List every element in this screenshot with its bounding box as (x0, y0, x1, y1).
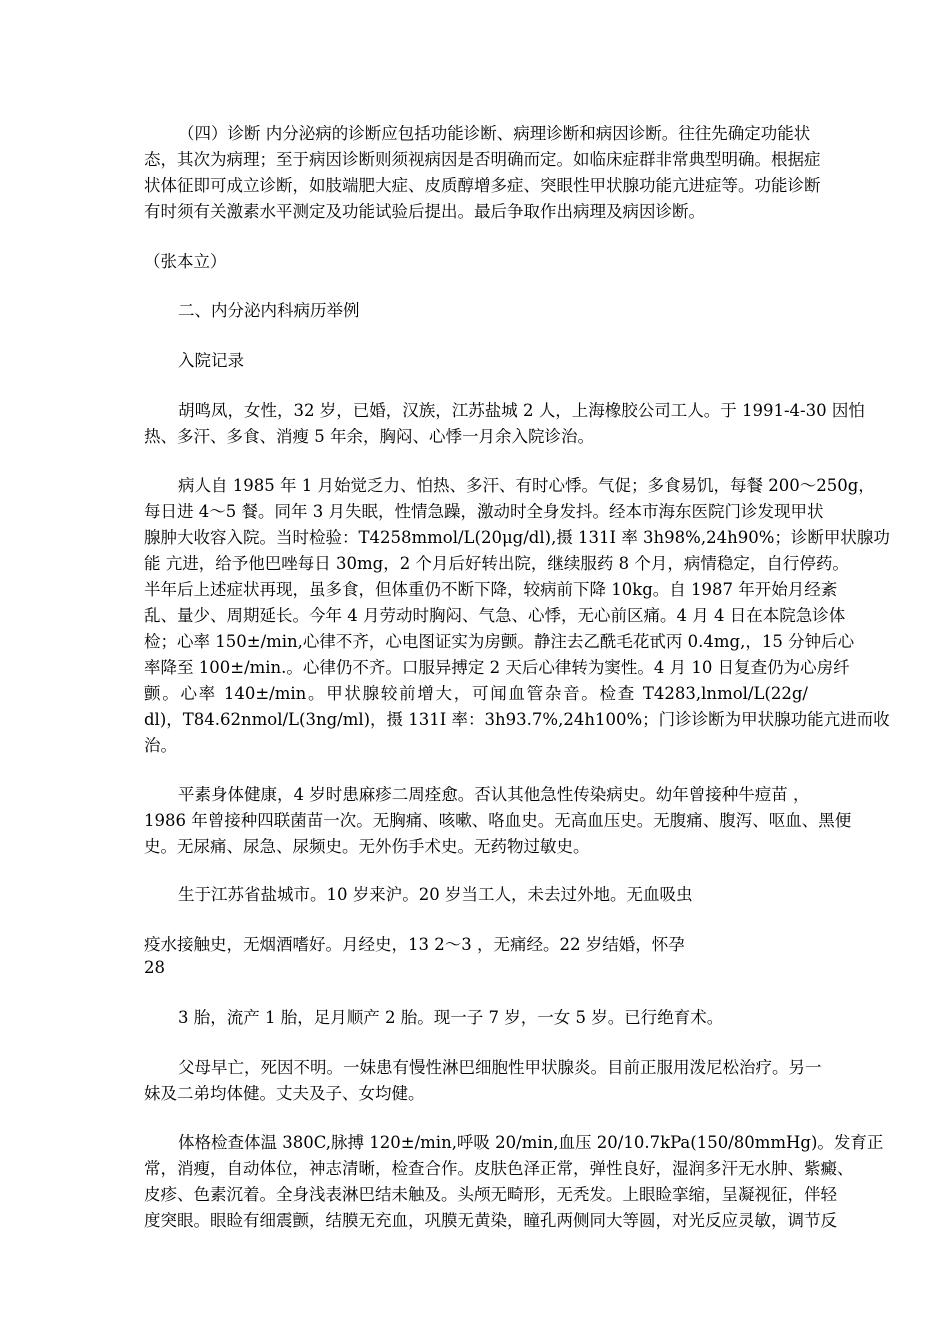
para-past-history-line-3: 史。无尿痛、尿急、尿频史。无外伤手术史。无药物过敏史。 (144, 837, 590, 856)
para-history-line-1: 病人自 1985 年 1 月始觉乏力、怕热、多汗、有时心悸。气促；多食易饥，每餐 200～250g， (178, 476, 875, 495)
subsection-heading: 入院记录 (178, 351, 244, 370)
para-patient-line-1: 胡鸣凤，女性，32 岁，已婚，汉族，江苏盐城 2 人，上海橡胶公司工人。于 1991-4-30 因怕 (178, 401, 865, 420)
para-family-line-2: 妹及二弟均体健。丈夫及子、女均健。 (144, 1084, 425, 1103)
para-history-line-11: 治。 (144, 736, 177, 755)
para-diagnosis-line-1: （四）诊断 内分泌病的诊断应包括功能诊断、病理诊断和病因诊断。往往先确定功能状 (178, 124, 811, 143)
para-personal-line-1: 生于江苏省盐城市。10 岁来沪。20 岁当工人，未去过外地。无血吸虫 (178, 885, 693, 904)
para-past-history-line-2: 1986 年曾接种四联菌苗一次。无胸痛、咳嗽、咯血史。无高血压史。无腹痛、腹泻、呕血、黑便 (144, 811, 852, 830)
para-personal-line-3: 3 胎，流产 1 胎，足月顺产 2 胎。现一子 7 岁，一女 5 岁。已行绝育术。 (178, 1008, 724, 1027)
para-history-line-8: 率降至 100±/min.。心律仍不齐。口服异搏定 2 天后心律转为窦性。4 月 10 日复查仍为心房纤 (144, 658, 850, 677)
para-exam-line-4: 度突眼。眼睑有细震颤，结膜无充血，巩膜无黄染，瞳孔两侧同大等圆，对光反应灵敏，调节反 (144, 1211, 837, 1230)
para-personal-line-2: 疫水接触史，无烟酒嗜好。月经史，13 2～3 ，无痛经。22 岁结婚，怀孕 (144, 935, 685, 954)
para-exam-line-2: 常，消瘦，自动体位，神志清晰，检查合作。皮肤色泽正常，弹性良好，湿润多汗无水肿、紫癜、 (144, 1159, 854, 1178)
para-history-line-3: 腺肿大收容入院。当时检验：T4258mmol/L(20μg/dl),摄 131I 率 3h98%,24h90%；诊断甲状腺功 (144, 528, 890, 547)
page-number: 28 (144, 958, 165, 977)
para-diagnosis-line-3: 状体征即可成立诊断，如肢端肥大症、皮质醇增多症、突眼性甲状腺功能亢进症等。功能诊断 (144, 176, 821, 195)
para-patient-line-2: 热、多汗、多食、消瘦 5 年余，胸闷、心悸一月余入院诊治。 (144, 427, 594, 446)
section-heading: 二、内分泌内科病历举例 (178, 301, 360, 320)
para-past-history-line-1: 平素身体健康，4 岁时患麻疹二周痊愈。否认其他急性传染病史。幼年曾接种牛痘苗 ， (178, 785, 810, 804)
para-history-line-4: 能 亢进，给予他巴唑每日 30mg，2 个月后好转出院，继续服药 8 个月，病情稳定，自行停药。 (144, 554, 849, 573)
para-history-line-7: 检；心率 150±/min,心律不齐，心电图证实为房颤。静注去乙酰毛花甙丙 0.4mg,，15 分钟后心 (144, 632, 855, 651)
author-credit: （张本立） (144, 252, 227, 271)
para-history-line-2: 每日进 4～5 餐。同年 3 月失眠，性情急躁，激动时全身发抖。经本市海东医院门诊发现甲状 (144, 502, 824, 521)
para-history-line-6: 乱、量少、周期延长。今年 4 月劳动时胸闷、气急、心悸，无心前区痛。4 月 4 日在本院急诊体 (144, 606, 846, 625)
para-diagnosis-line-2: 态，其次为病理；至于病因诊断则须视病因是否明确而定。如临床症群非常典型明确。根据症 (144, 150, 821, 169)
para-exam-line-1: 体格检查体温 380C,脉搏 120±/min,呼吸 20/min,血压 20/10.7kPa(150/80mmHg)。发育正 (178, 1133, 884, 1152)
para-history-line-10: dl)，T84.62nmol/L(3ng/ml)，摄 131I 率：3h93.7%,24h100%；门诊诊断为甲状腺功能亢进而收 (144, 710, 890, 729)
para-exam-line-3: 皮疹、色素沉着。全身浅表淋巴结未触及。头颅无畸形，无秃发。上眼睑挛缩，呈凝视征，伴轻 (144, 1185, 837, 1204)
para-history-line-9: 颤。心率 140±/min。甲状腺较前增大，可闻血管杂音。检查 T4283,lnmol/L(22g/ (144, 684, 808, 703)
para-diagnosis-line-4: 有时须有关激素水平测定及功能试验后提出。最后争取作出病理及病因诊断。 (144, 202, 705, 221)
para-family-line-1: 父母早亡，死因不明。一妹患有慢性淋巴细胞性甲状腺炎。目前正服用泼尼松治疗。另一 (178, 1058, 822, 1077)
para-history-line-5: 半年后上述症状再现，虽多食，但体重仍不断下降，较病前下降 10kg。自 1987 年开始月经紊 (144, 580, 838, 599)
